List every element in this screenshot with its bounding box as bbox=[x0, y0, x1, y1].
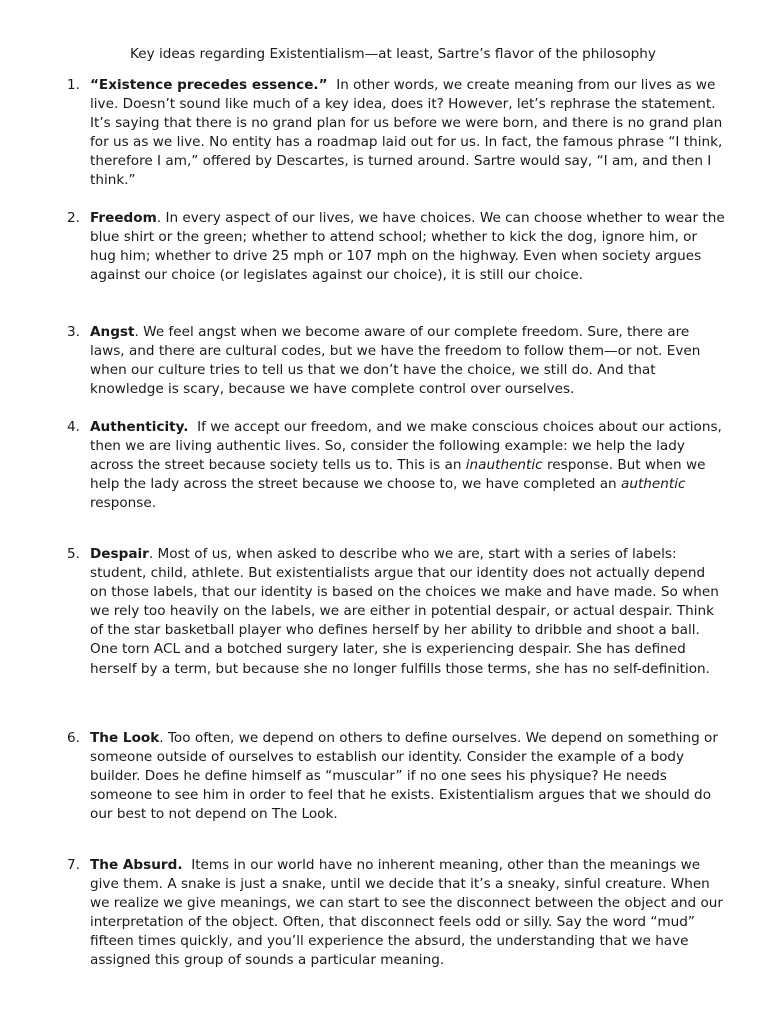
item-number: 6. bbox=[67, 730, 80, 746]
item-term: Freedom bbox=[90, 210, 157, 226]
item-text: response. But when we help the lady across the street because we choose to, we have completed an bbox=[90, 457, 706, 493]
item-term: Authenticity. bbox=[90, 419, 189, 435]
item-text: . In every aspect of our lives, we have choices. We can choose whether to wear the blue shirt or the green; whether to attend school; whether to kick the dog, ignore him, or hug him; whether to drive 25 mph or 107 mph on the highway. Even when society argues against our choice (or legislates against our choice), it is still our choice. bbox=[90, 210, 725, 284]
item-number: 3. bbox=[67, 324, 80, 340]
list-item-existence-precedes-essence bbox=[67, 76, 726, 191]
item-number: 4. bbox=[67, 419, 80, 435]
item-number: 1. bbox=[67, 77, 80, 93]
item-term: The Absurd. bbox=[90, 857, 183, 873]
item-term: The Look bbox=[90, 730, 160, 746]
title-text: Key ideas regarding Existentialism—at least, Sartre’s flavor of the philosophy bbox=[130, 46, 656, 62]
item-term: Angst bbox=[90, 324, 135, 340]
list-item-freedom bbox=[67, 209, 726, 285]
item-text: Items in our world have no inherent meaning, other than the meanings we give them. A snake is just a snake, until we decide that it’s a sneaky, sinful creature. When we realize we give meanings, we can start to see the disconnect between the object and our interpretation of the object. Often, that disconnect feels odd or silly. Say the word “mud” fifteen times quickly, and you’ll experience the absurd, the understanding that we have assigned this group of sounds a particular meaning. bbox=[90, 857, 724, 969]
item-emphasis: inauthentic bbox=[465, 457, 543, 474]
item-number: 5. bbox=[67, 546, 80, 562]
item-text: If we accept our freedom, and we make conscious choices about our actions, then we are living authentic lives. So, consider the following example: we help the lady across the street because society tells us to. This is an bbox=[90, 419, 722, 474]
document-title bbox=[0, 44, 768, 64]
item-number: 7. bbox=[67, 857, 80, 873]
item-text: response. bbox=[90, 495, 157, 512]
list-item-the-look bbox=[67, 729, 726, 824]
list-item-authenticity bbox=[67, 418, 726, 513]
list-item-angst bbox=[67, 323, 726, 399]
item-text: In other words, we create meaning from our lives as we live. Doesn’t sound like much of a key idea, does it? However, let’s rephrase the statement. It’s saying that there is no grand plan for us before we were born, and there is no grand plan for us as we live. No entity has a roadmap laid out for us. In fact, the famous phrase “I think, therefore I am,” offered by Descartes, is turned around. Sartre would say, “I am, and then I think.” bbox=[90, 77, 723, 189]
list-item-the-absurd bbox=[67, 856, 726, 971]
item-text: . Too often, we depend on others to define ourselves. We depend on something or someone outside of ourselves to establish our identity. Consider the example of a body builder. Does he define himself as “muscular” if no one sees his physique? He needs someone to see him in order to feel that he exists. Existentialism argues that we should do our best to not depend on The Look. bbox=[90, 730, 718, 823]
list-item-despair bbox=[67, 545, 726, 679]
item-emphasis: authentic bbox=[621, 476, 686, 493]
item-text: . Most of us, when asked to describe who we are, start with a series of labels: student, child, athlete. But existentialists argue that our identity does not actually depend on those labels, that our identity is based on the choices we make and have made. So when we rely too heavily on the labels, we are either in potential despair, or actual despair. Think of the star basketball player who defines herself by her ability to dribble and shoot a ball. One torn ACL and a botched surgery later, she is experiencing despair. She has defined herself by a term, but because she no longer fulfills those terms, she has no self-definition. bbox=[90, 546, 719, 677]
item-term: “Existence precedes essence.” bbox=[90, 77, 328, 93]
item-text: . We feel angst when we become aware of our complete freedom. Sure, there are laws, and there are cultural codes, but we have the freedom to follow them—or not. Even when our culture tries to tell us that we don’t have the choice, we still do. And that knowledge is scary, because we have complete control over ourselves. bbox=[90, 324, 701, 398]
item-number: 2. bbox=[67, 210, 80, 226]
item-term: Despair bbox=[90, 546, 149, 562]
